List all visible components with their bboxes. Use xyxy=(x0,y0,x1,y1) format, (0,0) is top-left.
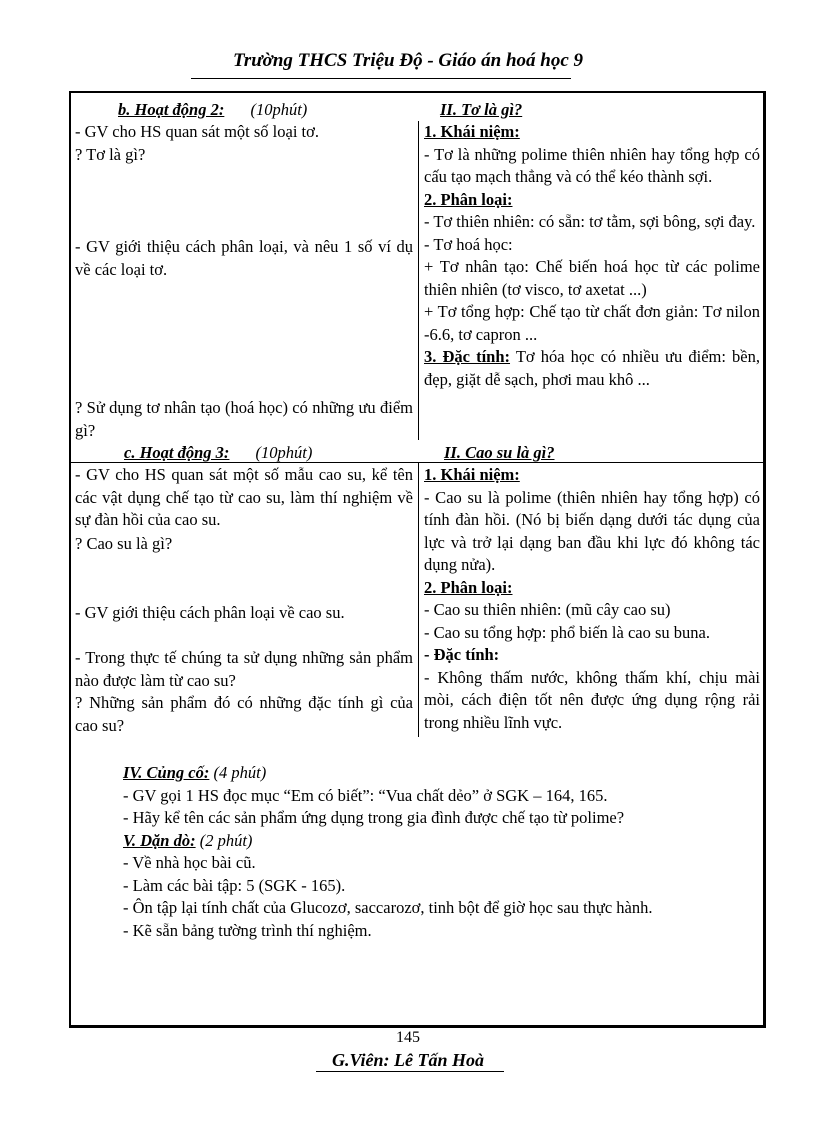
act2-p3: - Tơ hoá học: xyxy=(424,234,513,254)
act3-left-1: - GV cho HS quan sát một số mẫu cao su, kể tên các vật dụng chế tạo từ cao su, làm thí nghiệm về sự đàn hồi của cao su. xyxy=(75,465,413,529)
dando-title: V. Dặn dò: xyxy=(123,830,196,850)
dando-item: - Ôn tập lại tính chất của Glucozơ, saccarozơ, tinh bột để giờ học sau thực hành. xyxy=(123,898,653,917)
act2-right-title: II. Tơ là gì? xyxy=(440,100,523,119)
act2-h1: 1. Khái niệm: xyxy=(424,122,520,141)
act3-title-wrap xyxy=(124,442,312,465)
cungco-block xyxy=(123,762,743,942)
teacher-name: G.Viên: Lê Tấn Hoà xyxy=(332,1050,484,1070)
act2-left-2: ? Tơ là gì? xyxy=(75,145,146,164)
act2-h2: 2. Phân loại: xyxy=(424,189,513,209)
act2-time: (10phút) xyxy=(250,100,308,119)
act2-left-3: - GV giới thiệu cách phân loại, và nêu 1 số ví dụ về các loại tơ. xyxy=(75,237,413,279)
act3-p1: - Cao su là polime (thiên nhiên hay tổng hợp) có tính đàn hồi. (Nó bị biến dạng dưới tác dụng của lực và trở lại dạng ban đầu khi lực đó không tác dụng nửa). xyxy=(424,487,760,574)
column-divider xyxy=(418,462,419,737)
act2-title: b. Hoạt động 2: xyxy=(118,100,225,119)
act3-left-3: - GV giới thiệu cách phân loại về cao su. xyxy=(75,603,345,622)
act2-p5: + Tơ tổng hợp: Chế tạo từ chất đơn giản: Tơ nilon -6.6, tơ capron ... xyxy=(424,302,760,344)
page-header: Trường THCS Triệu Độ - Giáo án hoá học 9 xyxy=(232,50,584,71)
act2-title-wrap xyxy=(118,99,307,122)
act3-left-4: - Trong thực tế chúng ta sử dụng những sản phẩm nào được làm từ cao su? xyxy=(75,648,413,690)
act3-h3: - Đặc tính: xyxy=(424,645,500,664)
cungco-item: - Hãy kể tên các sản phẩm ứng dụng trong gia đình được chế tạo từ polime? xyxy=(123,808,625,827)
dando-item: - Về nhà học bài cũ. xyxy=(123,853,256,872)
act2-left-4: ? Sử dụng tơ nhân tạo (hoá học) có những ưu điểm gì? xyxy=(75,398,413,440)
page-number: 145 xyxy=(396,1029,420,1046)
act2-p6: Tơ hóa học có nhiều ưu điểm: bền, đẹp, giặt dễ sạch, phơi mau khô ... xyxy=(424,347,760,389)
dando-item: - Kẽ sẵn bảng tường trình thí nghiệm. xyxy=(123,920,372,940)
act2-p2: - Tơ thiên nhiên: có sẵn: tơ tằm, sợi bông, sợi đay. xyxy=(424,212,756,231)
footer-rule xyxy=(316,1071,504,1072)
cungco-title: IV. Củng cố: xyxy=(123,763,210,782)
act2-left-1: - GV cho HS quan sát một số loại tơ. xyxy=(75,122,319,141)
act3-left-2: ? Cao su là gì? xyxy=(75,534,173,553)
act3-right-block xyxy=(424,464,760,734)
act2-h3: 3. Đặc tính: xyxy=(424,347,511,366)
act3-left-5: ? Những sản phẩm đó có những đặc tính gì của cao su? xyxy=(75,693,413,735)
header-rule xyxy=(191,78,571,79)
act3-p2: - Cao su thiên nhiên: (mũ cây cao su) xyxy=(424,600,671,619)
act3-right-title: II. Cao su là gì? xyxy=(444,443,555,462)
dando-time: (2 phút) xyxy=(199,830,253,850)
act3-h1: 1. Khái niệm: xyxy=(424,465,520,484)
act3-title: c. Hoạt động 3: xyxy=(124,443,230,462)
cungco-time: (4 phút) xyxy=(213,763,267,782)
act3-p4: - Không thấm nước, không thấm khí, chịu mài mòi, cách điện tốt nên được ứng dụng rộng rải trong nhiều lĩnh vực. xyxy=(424,667,760,732)
column-divider xyxy=(418,121,419,440)
cungco-item: - GV gọi 1 HS đọc mục “Em có biết”: “Vua chất dẻo” ở SGK – 164, 165. xyxy=(123,785,608,805)
act2-p1: - Tơ là những polime thiên nhiên hay tổng hợp có cấu tạo mạch thẳng và có thể kéo thành sợi. xyxy=(424,144,760,186)
act3-p3: - Cao su tổng hợp: phổ biến là cao su buna. xyxy=(424,622,710,642)
act3-time: (10phút) xyxy=(255,443,313,462)
act2-p4: + Tơ nhân tạo: Chế biến hoá học từ các polime thiên nhiên (tơ visco, tơ axetat ...) xyxy=(424,257,760,299)
act2-right-block xyxy=(424,121,760,391)
dando-item: - Làm các bài tập: 5 (SGK - 165). xyxy=(123,875,346,895)
act3-h2: 2. Phân loại: xyxy=(424,577,513,597)
